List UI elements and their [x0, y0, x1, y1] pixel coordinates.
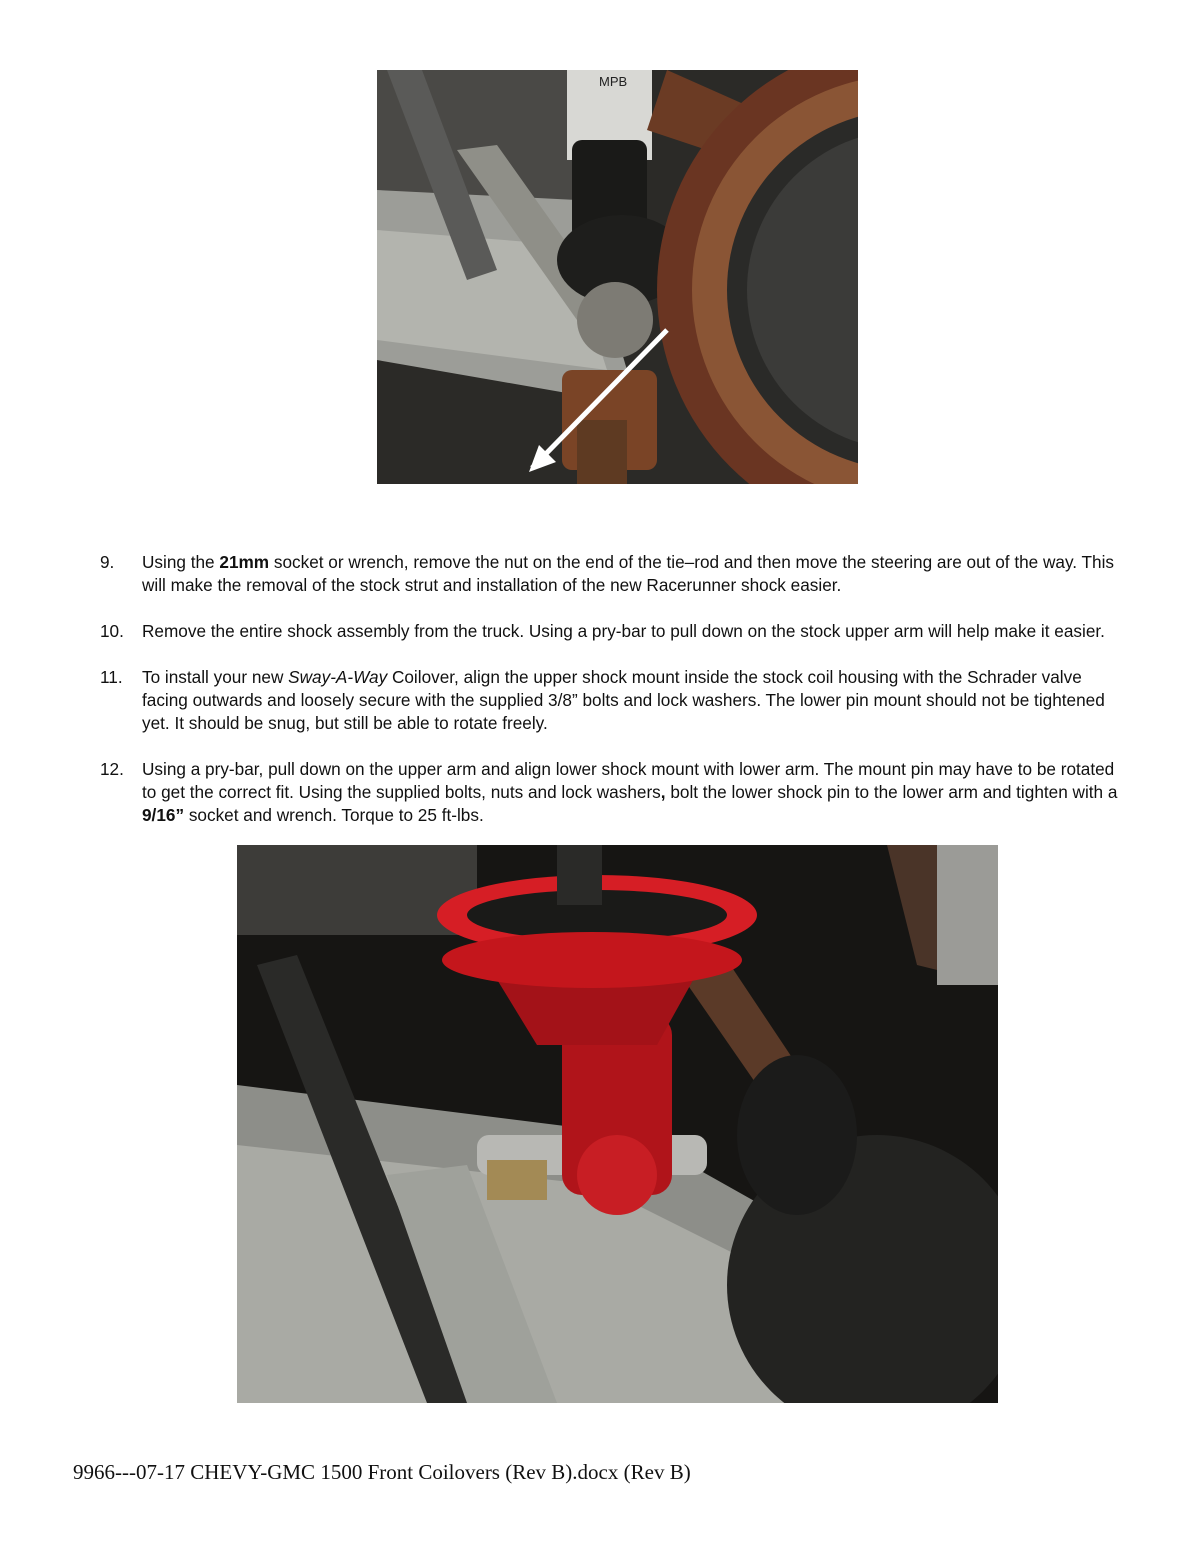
mpb-label-text: MPB	[599, 74, 628, 89]
step-bold: 21mm	[219, 552, 270, 572]
instruction-steps	[100, 551, 1120, 850]
step-text: socket and wrench. Torque to 25 ft-lbs.	[184, 805, 484, 825]
step-11	[100, 666, 1120, 735]
step-number: 10.	[100, 621, 124, 641]
step-number: 9.	[100, 552, 115, 572]
step-12	[100, 758, 1120, 827]
step-text: Remove the entire shock assembly from the truck. Using a pry-bar to pull down on the stock upper arm will help make it easier.	[142, 621, 1105, 641]
step-number: 11.	[100, 667, 123, 687]
document-footer: 9966---07-17 CHEVY-GMC 1500 Front Coilovers (Rev B).docx (Rev B)	[73, 1460, 691, 1484]
photo-tie-rod-removal	[377, 70, 858, 484]
step-text: Using the	[142, 552, 220, 572]
step-italic: Sway-A-Way	[288, 667, 388, 687]
step-bold: ,	[660, 782, 666, 802]
step-text: socket or wrench, remove the nut on the end of the tie–rod and then move the steering are out of the way. This will make the removal of the stock strut and installation of the new Racerunner shock easier.	[142, 552, 1114, 595]
step-text: Coilover, align the upper shock mount inside the stock coil housing with the Schrader valve facing outwards and loosely secure with the supplied 3/8” bolts and lock washers. The lower pin mount should not be tightened yet. It should be snug, but still be able to rotate freely.	[142, 667, 1105, 733]
step-text: To install your new	[142, 667, 289, 687]
step-10	[100, 620, 1120, 643]
step-number: 12.	[100, 759, 124, 779]
photo-coilover-installed	[237, 845, 998, 1403]
step-text: bolt the lower shock pin to the lower arm and tighten with a	[665, 782, 1118, 802]
step-text: Using a pry-bar, pull down on the upper arm and align lower shock mount with lower arm. The mount pin may have to be rotated to get the correct fit. Using the supplied bolts, nuts and lock washers	[142, 759, 1115, 802]
step-9	[100, 551, 1120, 597]
step-bold: 9/16”	[142, 805, 185, 825]
